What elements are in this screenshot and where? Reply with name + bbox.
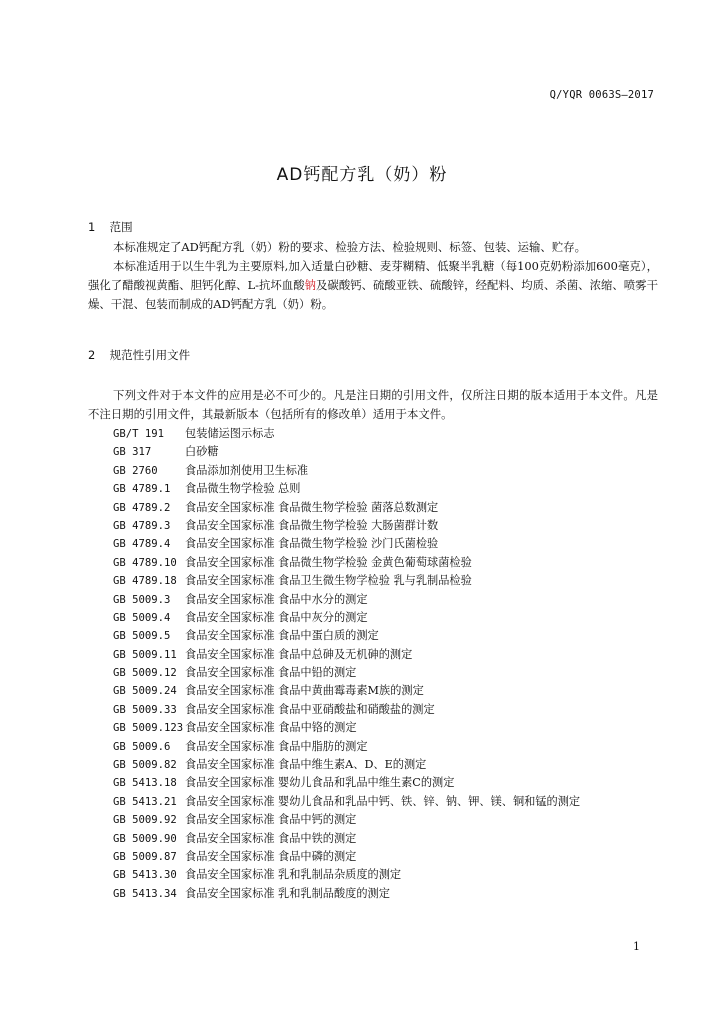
reference-title: 食品添加剂使用卫生标准 (185, 463, 309, 477)
reference-item (113, 811, 580, 829)
reference-code: GB 5413.21 (113, 795, 177, 808)
reference-title: 食品安全国家标准 食品微生物学检验 大肠菌群计数 (185, 518, 439, 532)
section-1-paragraph-1: 本标准规定了AD钙配方乳（奶）粉的要求、检验方法、检验规则、标签、包装、运输、贮存。 (113, 240, 586, 254)
reference-title: 食品安全国家标准 食品中亚硝酸盐和硝酸盐的测定 (185, 702, 435, 716)
reference-title: 食品安全国家标准 食品中总砷及无机砷的测定 (185, 647, 413, 661)
reference-title: 食品安全国家标准 食品卫生微生物学检验 乳与乳制品检验 (185, 574, 472, 588)
reference-code: GB 5009.11 (113, 648, 177, 661)
reference-title: 食品安全国家标准 乳和乳制品杂质度的测定 (185, 868, 402, 882)
reference-item (113, 701, 580, 719)
reference-item (113, 793, 580, 811)
reference-item (113, 499, 580, 517)
reference-item (113, 664, 580, 682)
reference-title: 食品安全国家标准 食品微生物学检验 沙门氏菌检验 (185, 537, 439, 551)
reference-code: GB 4789.2 (113, 501, 171, 514)
reference-code: GB 5009.4 (113, 611, 171, 624)
section-2-intro: 下列文件对于本文件的应用是必不可少的。凡是注日期的引用文件，仅所注日期的版本适用于本文件。凡是不注日期的引用文件，其最新版本（包括所有的修改单）适用于本文件。 (88, 388, 658, 422)
reference-title: 食品安全国家标准 食品中铬的测定 (185, 721, 357, 735)
reference-title: 白砂糖 (185, 445, 219, 459)
reference-item (113, 885, 580, 903)
reference-title: 食品微生物学检验 总则 (185, 482, 301, 496)
reference-item (113, 535, 580, 553)
reference-title: 食品安全国家标准 食品中维生素A、D、E的测定 (185, 758, 427, 772)
reference-code: GB 5009.92 (113, 814, 177, 827)
reference-code: GB 5413.18 (113, 777, 177, 790)
reference-item (113, 572, 580, 590)
highlighted-character: 钠 (304, 278, 317, 293)
reference-code: GB 4789.10 (113, 556, 177, 569)
reference-title: 食品安全国家标准 食品中水分的测定 (185, 592, 368, 606)
reference-code: GB 4789.4 (113, 538, 171, 551)
reference-title: 食品安全国家标准 食品中钙的测定 (185, 813, 357, 827)
page-number: 1 (633, 940, 640, 953)
paragraph-2-text-b: 及碳酸钙、硫酸亚铁、硫酸锌，经配料、均质、杀菌、浓缩、喷雾干燥、干混、包装而制成的AD钙配方乳（奶）粉。 (88, 278, 658, 312)
reference-code: GB 5009.82 (113, 759, 177, 772)
reference-item (113, 554, 580, 572)
reference-item (113, 756, 580, 774)
reference-title: 食品安全国家标准 食品中黄曲霉毒素M族的测定 (185, 684, 424, 698)
reference-title: 食品安全国家标准 婴幼儿食品和乳品中维生素C的测定 (185, 776, 455, 790)
section-2-title: 规范性引用文件 (109, 348, 191, 362)
reference-item (113, 443, 580, 461)
reference-code: GB/T 191 (113, 428, 165, 440)
reference-item (113, 774, 580, 792)
standard-code: Q/YQR 0063S—2017 (549, 89, 654, 101)
reference-code: GB 4789.18 (113, 575, 177, 588)
reference-title: 食品安全国家标准 食品中铅的测定 (185, 666, 357, 680)
reference-title: 食品安全国家标准 食品中灰分的测定 (185, 610, 368, 624)
reference-code: GB 5009.123 (113, 722, 184, 735)
reference-title: 食品安全国家标准 婴幼儿食品和乳品中钙、铁、锌、钠、钾、镁、铜和锰的测定 (185, 794, 581, 808)
reference-code: GB 5009.90 (113, 832, 177, 845)
reference-title: 食品安全国家标准 食品微生物学检验 菌落总数测定 (185, 500, 439, 514)
reference-code: GB 5009.87 (113, 850, 177, 863)
reference-title: 食品安全国家标准 食品微生物学检验 金黄色葡萄球菌检验 (185, 555, 472, 569)
section-1-number: 1 (88, 220, 96, 234)
section-1-heading (88, 219, 133, 235)
section-2-heading (88, 347, 190, 363)
reference-item (113, 609, 580, 627)
reference-code: GB 5009.24 (113, 685, 177, 698)
reference-title: 食品安全国家标准 乳和乳制品酸度的测定 (185, 886, 390, 900)
reference-code: GB 5009.12 (113, 667, 177, 680)
reference-title: 食品安全国家标准 食品中铁的测定 (185, 831, 357, 845)
section-1-paragraph-2 (88, 257, 658, 315)
reference-item (113, 830, 580, 848)
reference-item (113, 591, 580, 609)
reference-code: GB 4789.1 (113, 483, 171, 496)
reference-title: 食品安全国家标准 食品中脂肪的测定 (185, 739, 368, 753)
reference-title: 食品安全国家标准 食品中蛋白质的测定 (185, 629, 379, 643)
reference-title: 包装储运图示标志 (185, 427, 275, 440)
reference-code: GB 5009.6 (113, 740, 171, 753)
section-2-number: 2 (88, 348, 96, 362)
reference-code: GB 5009.5 (113, 630, 171, 643)
reference-list (113, 425, 580, 903)
reference-item (113, 719, 580, 737)
reference-item (113, 462, 580, 480)
reference-item (113, 646, 580, 664)
reference-code: GB 2760 (113, 464, 158, 477)
reference-item (113, 848, 580, 866)
reference-code: GB 4789.3 (113, 519, 171, 532)
reference-code: GB 5413.30 (113, 869, 177, 882)
reference-code: GB 317 (113, 446, 152, 459)
reference-item (113, 480, 580, 498)
reference-item (113, 738, 580, 756)
reference-item (113, 682, 580, 700)
reference-item (113, 866, 580, 884)
paragraph-2-text-a: 本标准适用于以生牛乳为主要原料,加入适量白砂糖、麦芽糊精、低聚半乳糖（每100克奶粉添加600毫克），强化了醋酸视黄酯、胆钙化醇、L-抗坏血酸 (88, 259, 658, 293)
document-title: AD钙配方乳（奶）粉 (276, 165, 448, 185)
reference-item (113, 517, 580, 535)
reference-code: GB 5009.3 (113, 593, 171, 606)
section-1-title: 范围 (109, 220, 133, 234)
reference-item (113, 627, 580, 645)
reference-item (113, 425, 580, 443)
reference-code: GB 5009.33 (113, 703, 177, 716)
reference-title: 食品安全国家标准 食品中磷的测定 (185, 849, 357, 863)
reference-code: GB 5413.34 (113, 887, 177, 900)
